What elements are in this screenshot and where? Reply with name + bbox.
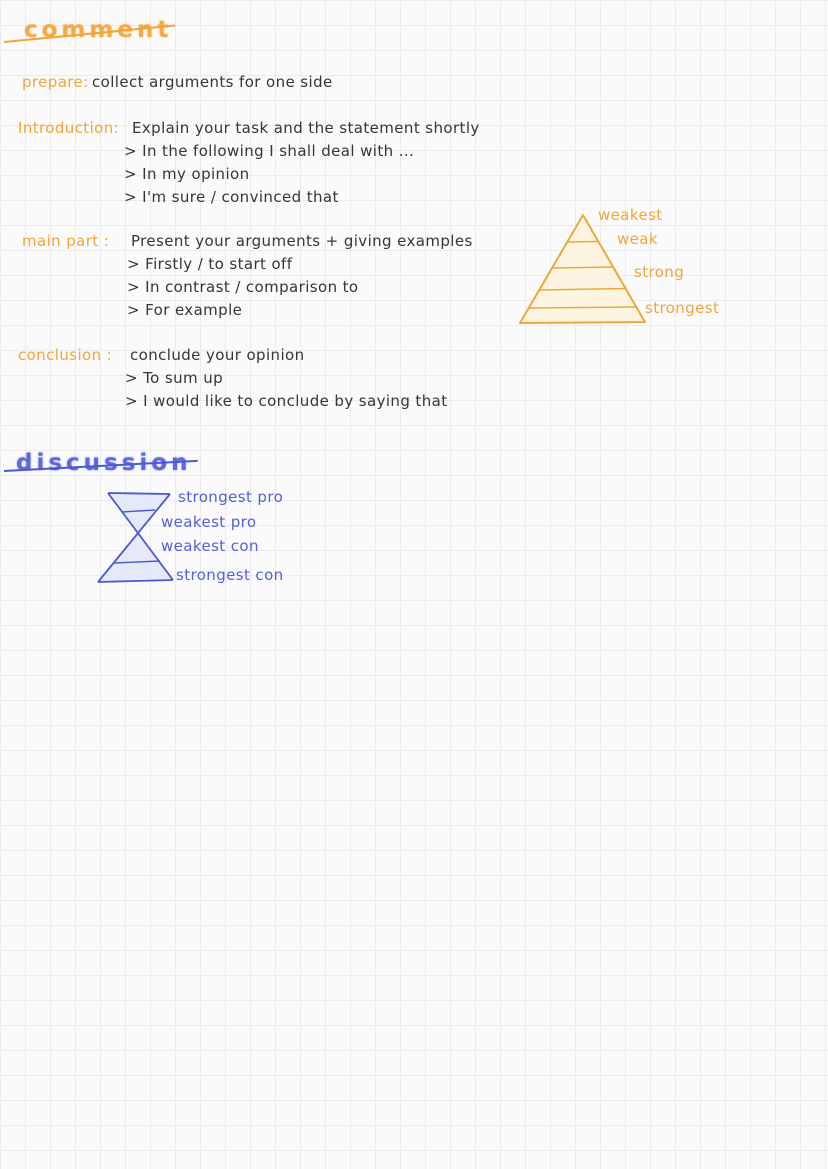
section-row <box>22 230 473 253</box>
hourglass-label-weakest-pro: weakest pro <box>161 513 257 531</box>
main-part-text: Present your arguments + giving examples <box>131 232 473 250</box>
introduction-bullet: > I'm sure / convinced that <box>124 188 339 206</box>
comment-title: comment <box>24 17 173 43</box>
prepare-text: collect arguments for one side <box>92 73 333 91</box>
section-row <box>22 71 333 94</box>
hourglass-label-strongest-con: strongest con <box>176 566 284 584</box>
section-row <box>18 344 448 367</box>
section-introduction <box>18 117 480 209</box>
pyramid-label-strong: strong <box>634 263 685 281</box>
introduction-text: Explain your task and the statement shortly <box>132 119 480 137</box>
pyramid-label-weakest: weakest <box>598 206 663 224</box>
pyramid-label-weak: weak <box>617 230 658 248</box>
conclusion-bullet: > To sum up <box>125 369 224 387</box>
main-part-label: main part : <box>22 232 110 250</box>
conclusion-label: conclusion : <box>18 346 113 364</box>
section-row <box>18 117 480 140</box>
main-part-bullet: > Firstly / to start off <box>127 255 293 273</box>
hourglass-label-strongest-pro: strongest pro <box>178 488 284 506</box>
introduction-bullet: > In my opinion <box>124 165 250 183</box>
section-conclusion <box>18 344 448 413</box>
conclusion-bullet: > I would like to conclude by saying that <box>125 392 448 410</box>
hourglass-label-weakest-con: weakest con <box>161 537 259 555</box>
prepare-label: prepare: <box>22 73 89 91</box>
introduction-bullet: > In the following I shall deal with ... <box>124 142 415 160</box>
conclusion-text: conclude your opinion <box>130 346 305 364</box>
main-part-bullet: > For example <box>127 301 243 319</box>
discussion-title: discussion <box>16 450 192 476</box>
pyramid-label-strongest: strongest <box>645 299 720 317</box>
main-part-bullet: > In contrast / comparison to <box>127 278 359 296</box>
section-main-part <box>22 230 473 322</box>
introduction-label: Introduction: <box>18 119 120 137</box>
section-prepare <box>22 71 333 94</box>
